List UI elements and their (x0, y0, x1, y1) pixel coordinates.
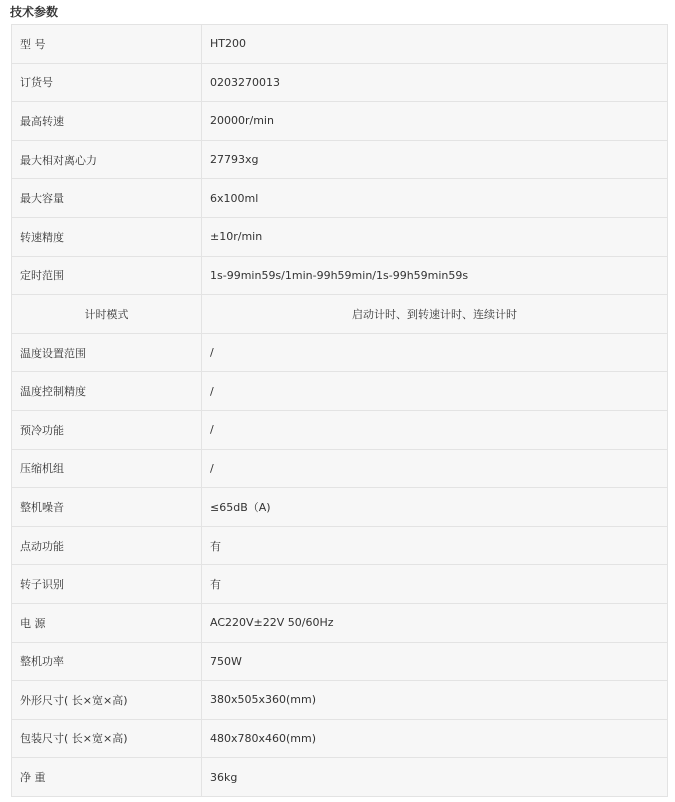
table-row (12, 449, 668, 488)
spec-label: 温度设置范围 (12, 333, 202, 372)
spec-label: 温度控制精度 (12, 372, 202, 411)
table-row (12, 25, 668, 64)
table-row (12, 140, 668, 179)
table-row (12, 372, 668, 411)
table-row (12, 488, 668, 527)
table-row (12, 603, 668, 642)
spec-label: 点动功能 (12, 526, 202, 565)
spec-label: 压缩机组 (12, 449, 202, 488)
table-row (12, 217, 668, 256)
spec-label: 整机功率 (12, 642, 202, 681)
table-row (12, 758, 668, 797)
spec-label: 包装尺寸( 长×宽×高) (12, 719, 202, 758)
table-row (12, 256, 668, 295)
spec-label: 外形尺寸( 长×宽×高) (12, 681, 202, 720)
spec-value: 6x100ml (202, 179, 668, 218)
table-row (12, 565, 668, 604)
spec-label: 整机噪音 (12, 488, 202, 527)
spec-label: 最高转速 (12, 102, 202, 141)
spec-value: / (202, 333, 668, 372)
spec-label: 最大容量 (12, 179, 202, 218)
spec-value: 380x505x360(mm) (202, 681, 668, 720)
spec-label: 订货号 (12, 63, 202, 102)
spec-value: HT200 (202, 25, 668, 64)
spec-value: AC220V±22V 50/60Hz (202, 603, 668, 642)
spec-label: 转子识别 (12, 565, 202, 604)
spec-label: 型 号 (12, 25, 202, 64)
table-row (12, 642, 668, 681)
spec-value: / (202, 449, 668, 488)
spec-label: 定时范围 (12, 256, 202, 295)
spec-value: 有 (202, 526, 668, 565)
spec-value: / (202, 410, 668, 449)
spec-table (11, 24, 668, 797)
spec-value: ≤65dB（A) (202, 488, 668, 527)
spec-value: 1s-99min59s/1min-99h59min/1s-99h59min59s (202, 256, 668, 295)
spec-value: 480x780x460(mm) (202, 719, 668, 758)
spec-value: 36kg (202, 758, 668, 797)
spec-label: 计时模式 (12, 295, 202, 334)
table-row (12, 410, 668, 449)
spec-value: 27793xg (202, 140, 668, 179)
spec-value: 20000r/min (202, 102, 668, 141)
table-row (12, 681, 668, 720)
table-row (12, 295, 668, 334)
spec-value: 750W (202, 642, 668, 681)
spec-label: 最大相对离心力 (12, 140, 202, 179)
table-row (12, 63, 668, 102)
spec-label: 转速精度 (12, 217, 202, 256)
spec-label: 预冷功能 (12, 410, 202, 449)
section-title: 技术参数 (10, 5, 59, 19)
table-row (12, 526, 668, 565)
spec-value: / (202, 372, 668, 411)
table-row (12, 179, 668, 218)
table-row (12, 333, 668, 372)
spec-value: 0203270013 (202, 63, 668, 102)
spec-value: ±10r/min (202, 217, 668, 256)
table-row (12, 719, 668, 758)
spec-value: 启动计时、到转速计时、连续计时 (202, 295, 668, 334)
table-row (12, 102, 668, 141)
spec-label: 电 源 (12, 603, 202, 642)
spec-label: 净 重 (12, 758, 202, 797)
spec-value: 有 (202, 565, 668, 604)
